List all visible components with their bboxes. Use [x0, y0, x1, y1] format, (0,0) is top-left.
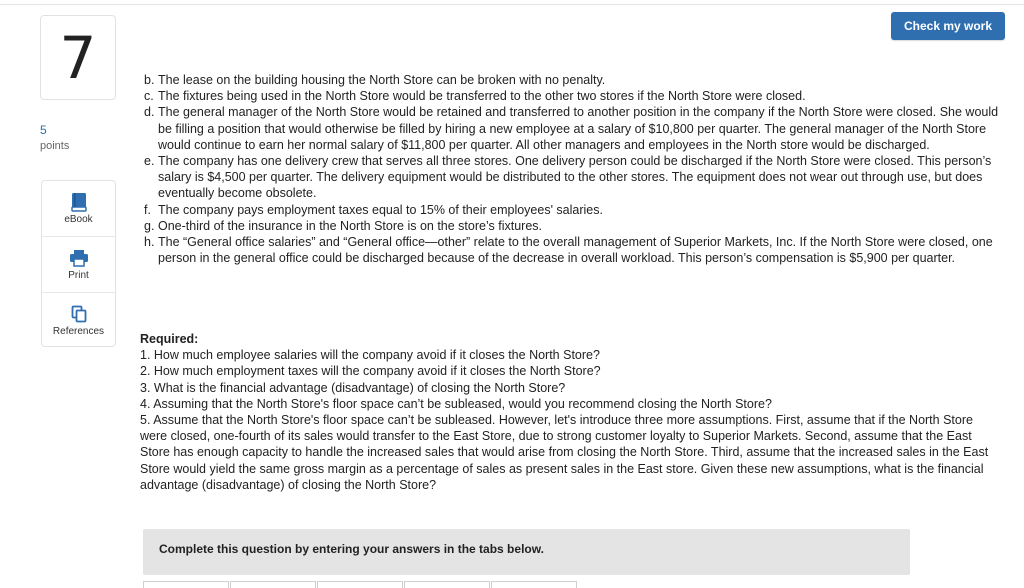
fact-text: The company has one delivery crew that serves all three stores. One delivery person could be discharged if the North Store were closed. This person’s salary is $4,500 per quarter. The delivery equipment would be distributed to the other stores. The equipment does not wear out through use, but does eventually become obsolete.	[158, 154, 992, 201]
fact-item	[140, 153, 1000, 202]
fact-text: The general manager of the North Store would be retained and transferred to another position in the company if the North Store were closed. She would be filling a position that would otherwise be filled by hiring a new employee at a salary of $10,800 per quarter. The general manager of the North Store would continue to earn her normal salary of $11,800 per quarter. All other managers and employees in the North store would be discharged.	[158, 105, 999, 152]
answer-tab[interactable]	[143, 581, 229, 588]
instructions-banner	[143, 529, 910, 575]
print-button[interactable]	[42, 237, 115, 293]
book-icon	[70, 192, 88, 212]
fact-text: The lease on the building housing the North Store can be broken with no penalty.	[158, 73, 606, 87]
answer-tabs	[143, 581, 578, 588]
fact-text: The “General office salaries” and “General office—other” relate to the overall management of Superior Markets, Inc. If the North Store were closed, one person in the general office could be discharged because of the decrease in overall workload. This person’s compensation is $5,900 per quarter.	[158, 235, 993, 266]
required-item: 1. How much employee salaries will the company avoid if it closes the North Store?	[140, 348, 600, 363]
fact-letter: d.	[144, 105, 155, 120]
answer-tab[interactable]	[404, 581, 490, 588]
fact-letter: f.	[144, 202, 151, 217]
required-section	[140, 331, 1000, 493]
references-label: References	[52, 326, 105, 337]
required-item: 5. Assume that the North Store's floor space can’t be subleased. However, let's introduce three more assumptions. First, assume that if the North Store were closed, one-fourth of its sales would transfer to the East Store, due to strong customer loyalty to Superior Markets. Second, assume that the East Store has enough capacity to handle the increased sales that would arise from closing the North Store. Third, assume that the increased sales in the East Store would yield the same gross margin as a percentage of sales as present sales in the East store. Given these new assumptions, what is the financial advantage (disadvantage) of closing the North Store?	[140, 413, 989, 492]
instructions-text: Complete this question by entering your answers in the tabs below.	[159, 542, 544, 556]
answer-tab[interactable]	[230, 581, 316, 588]
answer-tab[interactable]	[317, 581, 403, 588]
ebook-button[interactable]	[42, 181, 115, 237]
fact-item	[140, 72, 1000, 88]
fact-item	[140, 218, 1000, 234]
required-item: 4. Assuming that the North Store's floor space can’t be subleased, would you recommend closing the North Store?	[140, 396, 772, 411]
tool-panel	[41, 180, 116, 347]
required-title: Required:	[140, 332, 199, 346]
ebook-label: eBook	[64, 214, 93, 225]
fact-text: The fixtures being used in the North Store would be transferred to the other two stores if the North Store were closed.	[158, 89, 806, 104]
fact-item	[140, 202, 1000, 218]
fact-letter: e.	[144, 154, 155, 169]
fact-letter: h.	[144, 235, 155, 250]
fact-letter: c.	[144, 89, 154, 104]
fact-letter: b.	[144, 73, 155, 87]
required-item: 2. How much employment taxes will the company avoid if it closes the North Store?	[140, 364, 601, 379]
printer-icon	[69, 248, 89, 268]
fact-letter: g.	[144, 218, 155, 233]
required-item: 3. What is the financial advantage (disadvantage) of closing the North Store?	[140, 380, 566, 395]
references-button[interactable]	[42, 293, 115, 348]
print-label: Print	[68, 270, 89, 281]
points-value: 5	[40, 123, 47, 137]
fact-text: One-third of the insurance in the North Store is on the store’s fixtures.	[158, 218, 542, 233]
copy-icon	[71, 304, 87, 324]
question-number: 7	[59, 23, 97, 92]
fact-item	[140, 104, 1000, 153]
question-number-box	[40, 15, 116, 100]
answer-tab[interactable]	[491, 581, 577, 588]
fact-text: The company pays employment taxes equal to 15% of their employees' salaries.	[158, 202, 603, 217]
top-divider	[0, 4, 1024, 5]
fact-item	[140, 88, 1000, 104]
points-label: points	[40, 140, 70, 152]
facts-list	[140, 72, 1000, 266]
check-my-work-button[interactable]: Check my work	[891, 12, 1005, 40]
fact-item	[140, 234, 1000, 266]
